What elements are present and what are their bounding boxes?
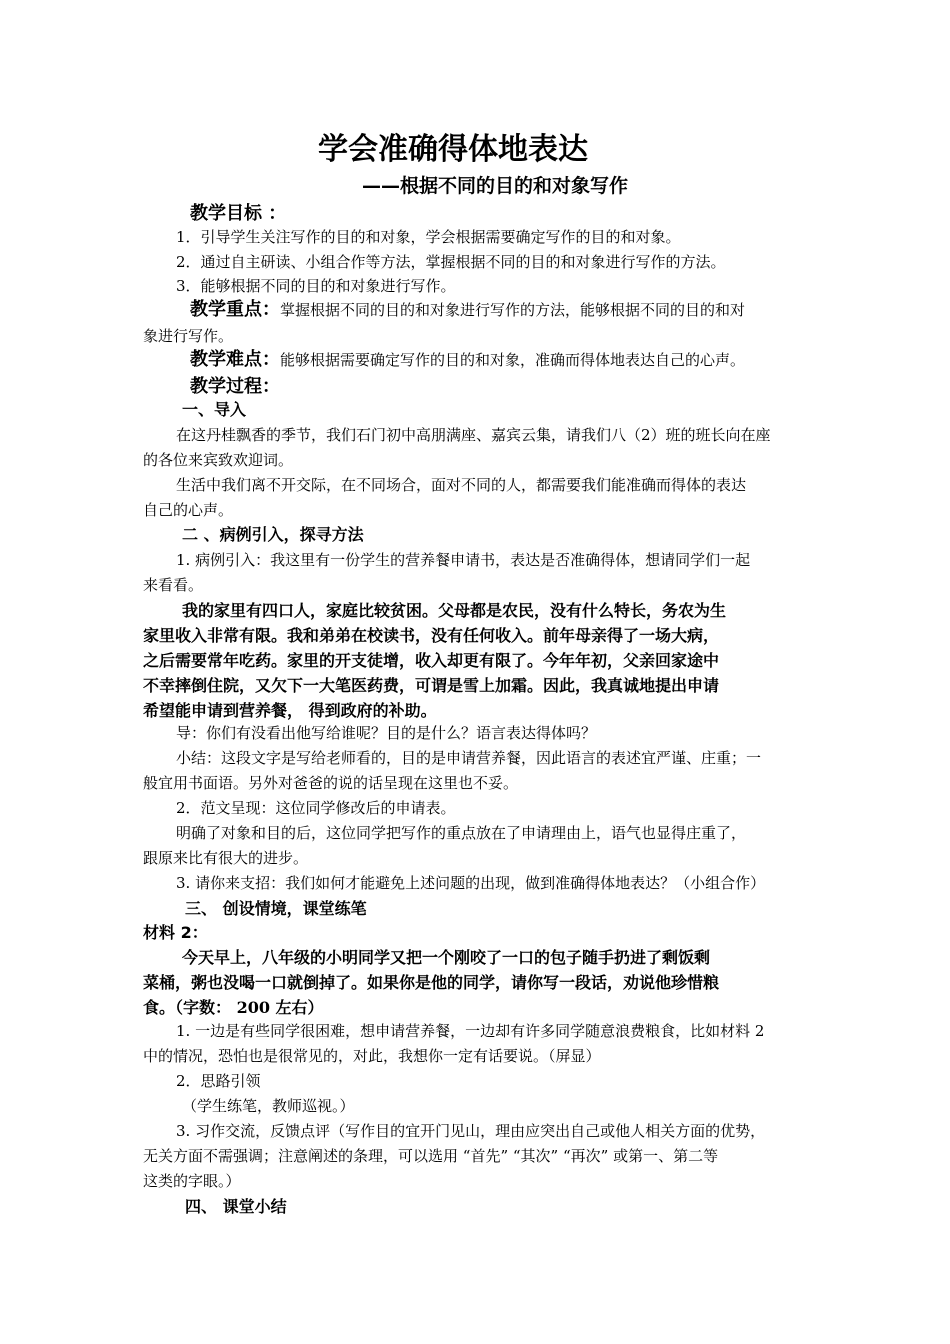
paragraph: 明确了对象和目的后，这位同学把写作的重点放在了申请理由上，语气也显得庄重了， <box>176 824 747 842</box>
material-line: 食。（字数： 200 左右） <box>143 998 324 1017</box>
objective-item: 1．引导学生关注写作的目的和对象，学会根据需要确定写作的目的和对象。 <box>176 228 681 246</box>
example-line: 家里收入非常有限。我和弟弟在校读书，没有任何收入。前年母亲得了一场大病， <box>143 626 720 645</box>
list-item: 2．范文呈现：这位同学修改后的申请表。 <box>176 799 456 817</box>
example-line: 之后需要常年吃药。家里的开支徒增，收入却更有限了。今年年初，父亲回家途中 <box>143 651 720 670</box>
list-item: 1. 一边是有些同学很困难，想申请营养餐，一边却有许多同学随意浪费粮食，比如材料 2 <box>176 1022 765 1040</box>
objective-item: 2．通过自主研读、小组合作等方法，掌握根据不同的目的和对象进行写作的方法。 <box>176 253 726 271</box>
example-line: 希望能申请到营养餐， 得到政府的补助。 <box>143 701 437 720</box>
section-heading: 四、 课堂小结 <box>185 1197 287 1216</box>
material-label: 材料 2： <box>143 923 208 942</box>
list-item-cont: 这类的字眼。） <box>143 1172 241 1190</box>
list-item-cont: 无关方面不需强调；注意阐述的条理，可以选用 “首先” “其次” “再次” 或第一、第二等 <box>143 1147 719 1165</box>
list-item: 2．思路引领 <box>176 1072 261 1090</box>
paragraph: 1. 病例引入：我这里有一份学生的营养餐申请书，表达是否准确得体，想请同学们一起 <box>176 551 751 569</box>
list-item-cont: 中的情况，恐怕也是很常见的，对此，我想你一定有话要说。（屏显） <box>143 1047 601 1065</box>
page-title: 学会准确得体地表达 <box>318 132 588 167</box>
summary-text: 小结：这段文字是写给老师看的，目的是申请营养餐，因此语言的表述宜严谨、庄重；一 <box>176 749 762 767</box>
paragraph: 在这丹桂飘香的季节，我们石门初中高朋满座、嘉宾云集，请我们八（2）班的班长向在座 <box>176 426 771 444</box>
section-heading: 一、导入 <box>182 400 247 419</box>
list-item: 3. 请你来支招：我们如何才能避免上述问题的出现，做到准确得体地表达？（小组合作） <box>176 874 766 892</box>
paragraph: 的各位来宾致欢迎词。 <box>143 451 294 469</box>
list-item: 3. 习作交流，反馈点评（写作目的宜开门见山，理由应突出自己或他人相关方面的优势， <box>176 1122 766 1140</box>
objectives-heading: 教学目标 ： <box>190 203 287 224</box>
material-line: 菜桶，粥也没喝一口就倒掉了。如果你是他的同学，请你写一段话，劝说他珍惜粮 <box>143 973 720 992</box>
difficulty-label: 教学难点： <box>190 349 280 370</box>
summary-text: 般宜用书面语。另外对爸爸的说的话呈现在这里也不妥。 <box>143 774 519 792</box>
objective-item: 3．能够根据不同的目的和对象进行写作。 <box>176 277 456 295</box>
example-line: 不幸摔倒住院，又欠下一大笔医药费，可谓是雪上加霜。因此，我真诚地提出申请 <box>143 676 720 695</box>
key-point-text-cont: 象进行写作。 <box>143 327 234 345</box>
key-point-paragraph <box>190 299 745 321</box>
guide-text: 导：你们有没看出他写给谁呢？目的是什么？语言表达得体吗？ <box>176 724 597 742</box>
note-text: （学生练笔，教师巡视。） <box>182 1097 355 1115</box>
page-subtitle: ——根据不同的目的和对象写作 <box>362 175 629 197</box>
paragraph: 跟原来比有很大的进步。 <box>143 849 309 867</box>
material-line: 今天早上，八年级的小明同学又把一个刚咬了一口的包子随手扔进了剩饭剩 <box>182 948 711 967</box>
section-heading: 三、 创设情境，课堂练笔 <box>185 899 367 918</box>
paragraph: 生活中我们离不开交际，在不同场合，面对不同的人，都需要我们能准确而得体的表达 <box>176 476 747 494</box>
difficulty-text: 能够根据需要确定写作的目的和对象，准确而得体地表达自己的心声。 <box>280 351 746 369</box>
paragraph: 来看看。 <box>143 576 204 594</box>
paragraph: 自己的心声。 <box>143 501 234 519</box>
process-heading: 教学过程： <box>190 376 280 397</box>
example-line: 我的家里有四口人，家庭比较贫困。父母都是农民，没有什么特长，务农为生 <box>182 601 727 620</box>
key-point-text: 掌握根据不同的目的和对象进行写作的方法，能够根据不同的目的和对 <box>280 301 746 319</box>
section-heading: 二 、病例引入，探寻方法 <box>182 525 364 544</box>
difficulty-paragraph <box>190 349 745 371</box>
key-point-label: 教学重点： <box>190 299 280 320</box>
